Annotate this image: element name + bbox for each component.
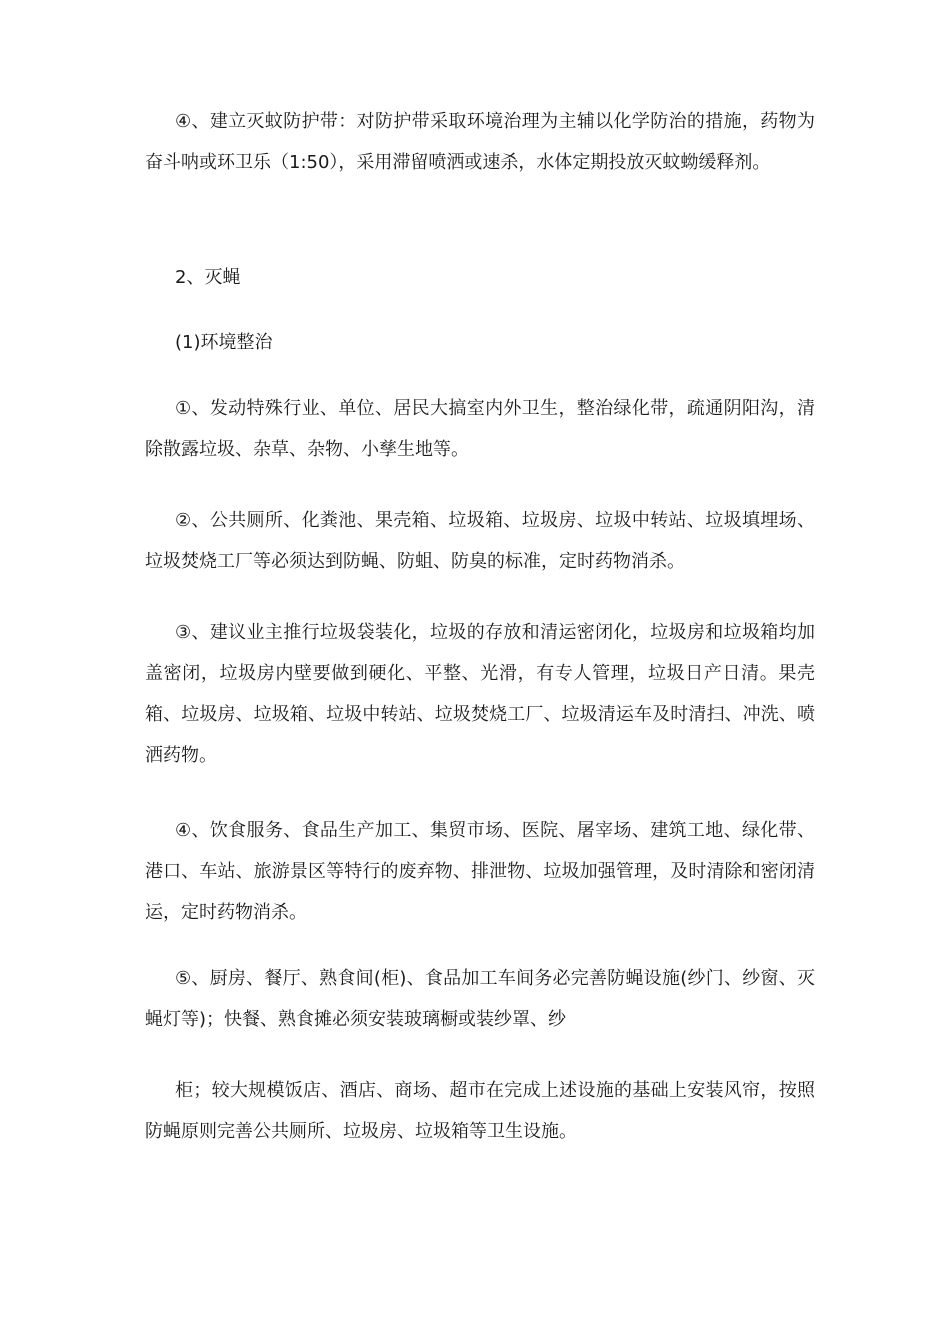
paragraph-item-2: ②、公共厕所、化粪池、果壳箱、垃圾箱、垃圾房、垃圾中转站、垃圾填埋场、垃圾焚烧工厂等必须达到防蝇、防蛆、防臭的标准，定时药物消杀。 [145,510,815,572]
paragraph-item-5: ⑤、厨房、餐厅、熟食间(柜)、食品加工车间务必完善防蝇设施(纱门、纱窗、灭蝇灯等)；快餐、熟食摊必须安装玻璃橱或装纱罩、纱 [145,968,815,1030]
paragraph-item-5-continued: 柜；较大规模饭店、酒店、商场、超市在完成上述设施的基础上安装风帘，按照防蝇原则完善公共厕所、垃圾房、垃圾箱等卫生设施。 [145,1080,815,1142]
paragraph-item-3: ③、建议业主推行垃圾袋装化，垃圾的存放和清运密闭化，垃圾房和垃圾箱均加盖密闭，垃圾房内壁要做到硬化、平整、光滑，有专人管理，垃圾日产日清。果壳箱、垃圾房、垃圾箱、垃圾中转站、垃圾焚烧工厂、垃圾清运车及时清扫、冲洗、喷洒药物。 [145,622,815,766]
paragraph-item-4: ④、饮食服务、食品生产加工、集贸市场、医院、屠宰场、建筑工地、绿化带、港口、车站、旅游景区等特行的废弃物、排泄物、垃圾加强管理，及时清除和密闭清运，定时药物消杀。 [145,820,815,923]
subsection-heading-environment: (1)环境整治 [175,332,273,353]
paragraph-item-1: ①、发动特殊行业、单位、居民大搞室内外卫生，整治绿化带，疏通阴阳沟，清除散露垃圾、杂草、杂物、小孳生地等。 [145,398,815,460]
section-heading-fly-control: 2、灭蝇 [175,267,241,288]
paragraph-mosquito-barrier: ④、建立灭蚊防护带：对防护带采取环境治理为主辅以化学防治的措施，药物为奋斗呐或环卫乐（1:50），采用滞留喷洒或速杀，水体定期投放灭蚊蚴缓释剂。 [145,111,815,173]
